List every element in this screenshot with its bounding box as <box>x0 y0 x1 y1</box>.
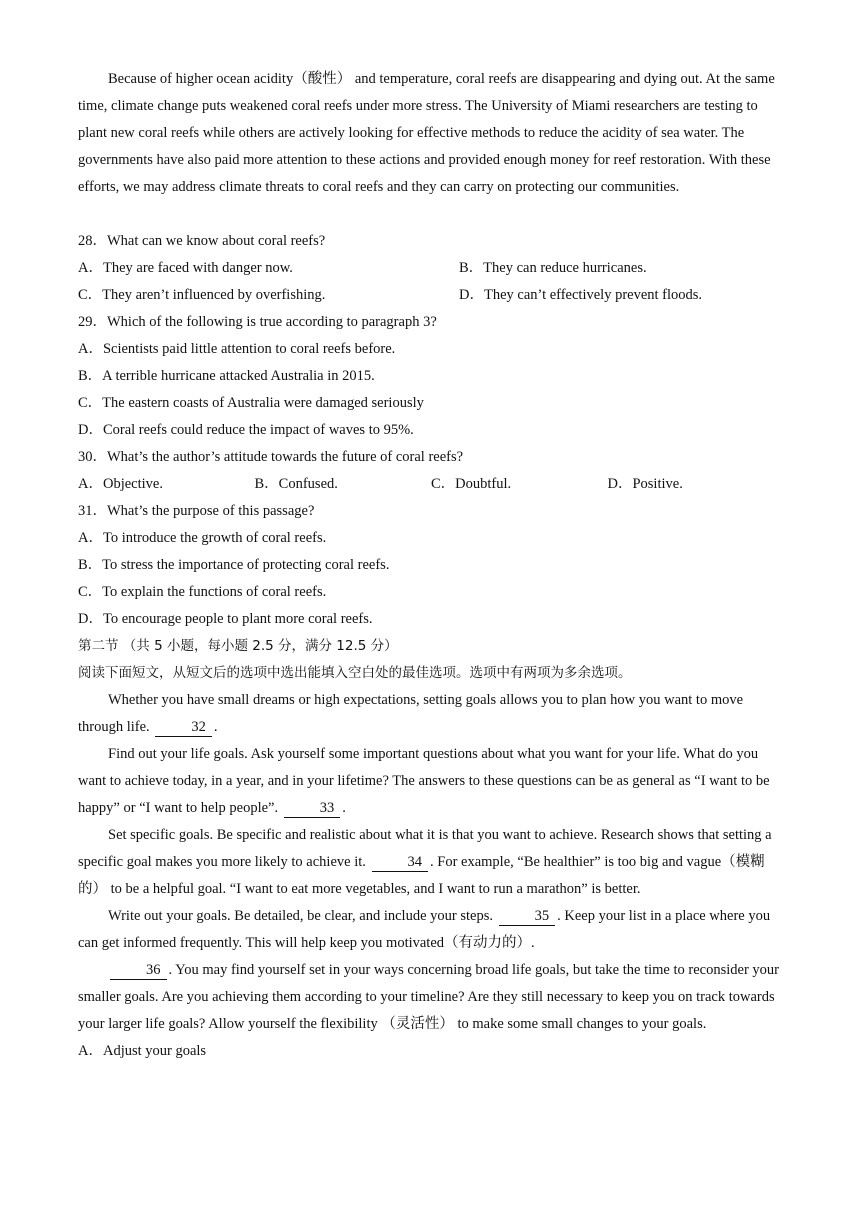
option-c[interactable]: C．The eastern coasts of Australia were damaged seriously <box>78 395 424 411</box>
cloze-paragraph-4: Write out your goals. Be detailed, be clear, and include your steps. 35 . Keep your list in a place where you can get informed frequently. This will help keep you motivated（有动力的）. <box>78 908 771 951</box>
cloze-paragraph-5: 36 . You may find yourself set in your ways concerning broad life goals, but take the time to reconsider your smaller goals. Are you achieving them according to your timeline? Are they still necessary to keep you on track towards your larger life goals? Allow yourself the flexibility （灵活性） to make some small changes to your goals. <box>78 962 779 1032</box>
question-stem: 30．What’s the author’s attitude towards the future of coral reefs? <box>78 449 464 465</box>
section-heading: 第二节 （共 5 小题，每小题 2.5 分，满分 12.5 分） <box>78 638 398 654</box>
option-c[interactable]: C．They aren’t influenced by overfishing. <box>78 287 326 303</box>
blank-33[interactable]: 33 <box>284 799 341 818</box>
option-b[interactable]: B．A terrible hurricane attacked Australia in 2015. <box>78 368 375 384</box>
option-c[interactable]: C．To explain the functions of coral reefs. <box>78 584 327 600</box>
cloze-paragraph-2: Find out your life goals. Ask yourself some important questions about what you want for your life. What do you want to achieve today, in a year, and in your lifetime? The answers to these questions can be as general as “I want to be happy” or “I want to help people”. 33 . <box>78 746 770 816</box>
question-29 <box>78 309 784 444</box>
cloze-option-a[interactable]: A．Adjust your goals <box>78 1043 207 1059</box>
option-b[interactable]: B．They can reduce hurricanes. <box>459 260 647 276</box>
option-b[interactable]: B．Confused. <box>254 476 338 492</box>
section-instruction: 阅读下面短文，从短文后的选项中选出能填入空白处的最佳选项。选项中有两项为多余选项。 <box>78 665 632 681</box>
option-b[interactable]: B．To stress the importance of protecting coral reefs. <box>78 557 390 573</box>
option-a[interactable]: A．Objective. <box>78 476 163 492</box>
blank-32[interactable]: 32 <box>155 718 212 737</box>
question-30 <box>78 444 784 498</box>
cloze-paragraph-1: Whether you have small dreams or high expectations, setting goals allows you to plan how you want to move through life. 32 . <box>78 692 744 735</box>
paragraph-text: Because of higher ocean acidity（酸性） and temperature, coral reefs are disappearing and dying out. At the same time, climate change puts weakened coral reefs under more stress. The University of Miami researchers are testing to plant new coral reefs while others are actively looking for effective methods to reduce the acidity of sea water. The governments have also paid more attention to these actions and provided enough money for reef restoration. With these efforts, we may address climate threats to coral reefs and they can carry on protecting our communities. <box>78 71 775 195</box>
option-a[interactable]: A．Scientists paid little attention to coral reefs before. <box>78 341 396 357</box>
question-28 <box>78 228 784 309</box>
blank-36[interactable]: 36 <box>110 961 167 980</box>
blank-35[interactable]: 35 <box>499 907 556 926</box>
question-stem: 31．What’s the purpose of this passage? <box>78 503 315 519</box>
section-two-header <box>78 633 784 687</box>
option-d[interactable]: D．Coral reefs could reduce the impact of waves to 95%. <box>78 422 414 438</box>
cloze-passage <box>78 687 784 1065</box>
option-a[interactable]: A．To introduce the growth of coral reefs. <box>78 530 327 546</box>
blank-34[interactable]: 34 <box>372 853 429 872</box>
question-31 <box>78 498 784 633</box>
cloze-paragraph-3: Set specific goals. Be specific and realistic about what it is that you want to achieve. Research shows that setting a specific goal makes you more likely to achieve it. 34 . For example, “Be healthier” is too big and vague（模糊的） to be a helpful goal. “I want to eat more vegetables, and I want to run a marathon” is better. <box>78 827 772 897</box>
option-d[interactable]: D．Positive. <box>607 476 683 492</box>
passage-closing-paragraph <box>78 66 784 201</box>
option-d[interactable]: D．They can’t effectively prevent floods. <box>459 287 703 303</box>
question-stem: 29．Which of the following is true according to paragraph 3? <box>78 314 437 330</box>
option-a[interactable]: A．They are faced with danger now. <box>78 260 293 276</box>
question-stem: 28．What can we know about coral reefs? <box>78 233 326 249</box>
option-c[interactable]: C．Doubtful. <box>431 476 512 492</box>
option-d[interactable]: D．To encourage people to plant more coral reefs. <box>78 611 373 627</box>
